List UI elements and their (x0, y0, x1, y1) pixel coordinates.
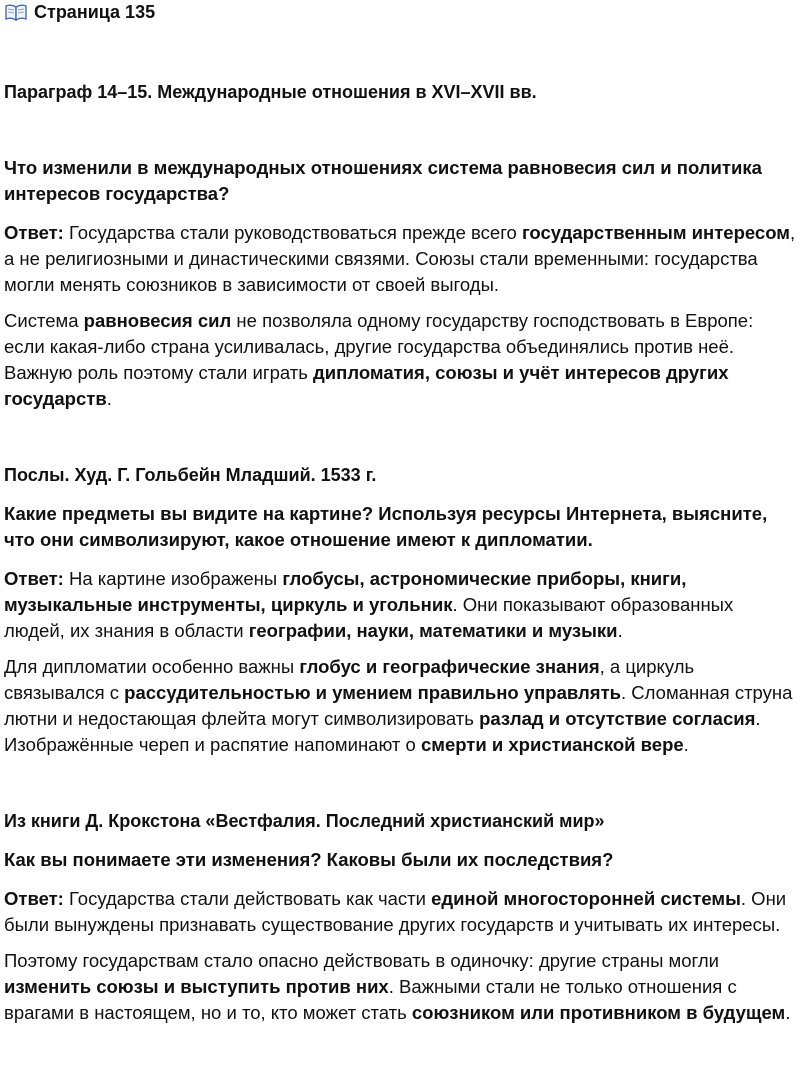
question-2: Какие предметы вы видите на картине? Используя ресурсы Интернета, выясните, что они символизируют, какое отношение имеют к дипломатии. (4, 503, 768, 550)
page-header (4, 0, 796, 24)
text: . (106, 388, 112, 409)
answer-2-paragraph-1 (4, 566, 796, 644)
answer-3-paragraph-2 (4, 948, 796, 1026)
bold-text: смерти и христианской вере (420, 734, 684, 755)
text: . Они были вынуждены признавать существование других государств и учитывать их интересы. (4, 888, 787, 935)
text: . (617, 620, 623, 641)
page-title: Страница 135 (34, 1, 156, 22)
answer-2-paragraph-2 (4, 654, 796, 758)
text: . Сломанная струна лютни и недостающая флейта могут символизировать (4, 682, 793, 729)
question-3: Как вы понимаете эти изменения? Каковы были их последствия? (4, 849, 614, 870)
section-ambassadors-painting (4, 462, 796, 758)
text: , а не религиозными и династическими связями. Союзы стали временными: государства могли менять союзников в зависимости от своей выгоды. (4, 222, 796, 295)
text: . (785, 1002, 791, 1023)
bold-text: государственным интересом (521, 222, 790, 243)
bold-text: глобус и географические знания (299, 656, 600, 677)
bold-text: географии, науки, математики и музыки (248, 620, 618, 641)
text: Поэтому государствам стало опасно действовать в одиночку: другие страны могли (4, 950, 720, 971)
bold-text: рассудительностью и умением правильно управлять (124, 682, 622, 703)
section-westphalia (4, 808, 796, 1026)
answer-1-paragraph-2 (4, 308, 796, 412)
bold-text: дипломатия, союзы и учёт интересов других государств (4, 362, 729, 409)
bold-text: единой многосторонней системы (431, 888, 741, 909)
bold-text: союзником или противником в будущем (411, 1002, 786, 1023)
text: Государства стали действовать как части (63, 888, 432, 909)
text: Государства стали руководствоваться прежде всего (63, 222, 522, 243)
bold-text: равновесия сил (83, 310, 232, 331)
answer-1-paragraph-1 (4, 220, 796, 298)
answer-3-paragraph-1 (4, 886, 796, 938)
section-balance-of-power (4, 155, 796, 412)
text: . Важными стали не только отношения с врагами в настоящем, но и то, кто может стать (4, 976, 737, 1023)
text: . Они показывают образованных людей, их знания в области (4, 594, 734, 641)
paragraph-title: Параграф 14–15. Международные отношения в XVI–XVII вв. (4, 82, 537, 102)
answer-label: Ответ: (4, 222, 64, 243)
text: . Изображённые череп и распятие напоминают о (4, 708, 761, 755)
answer-label: Ответ: (4, 568, 64, 589)
question-1: Что изменили в международных отношениях система равновесия сил и политика интересов государства? (4, 157, 762, 204)
bold-text: глобусы, астрономические приборы, книги, музыкальные инструменты, циркуль и угольник (4, 568, 687, 615)
text: не позволяла одному государству господствовать в Европе: если какая-либо страна усиливалась, другие государства объединялись против неё. Важную роль поэтому стали играть (4, 310, 754, 383)
text: Система (4, 310, 84, 331)
answer-label: Ответ: (4, 888, 64, 909)
text: . (683, 734, 689, 755)
text: Для дипломатии особенно важны (4, 656, 300, 677)
bold-text: разлад и отсутствие согласия (479, 708, 756, 729)
section-3-title: Из книги Д. Крокстона «Вестфалия. Последний христианский мир» (4, 811, 605, 831)
bold-text: изменить союзы и выступить против них (4, 976, 389, 997)
open-book-icon (4, 2, 28, 22)
section-2-title: Послы. Худ. Г. Гольбейн Младший. 1533 г. (4, 465, 377, 485)
text: На картине изображены (63, 568, 283, 589)
text: , а циркуль связывался с (4, 656, 695, 703)
